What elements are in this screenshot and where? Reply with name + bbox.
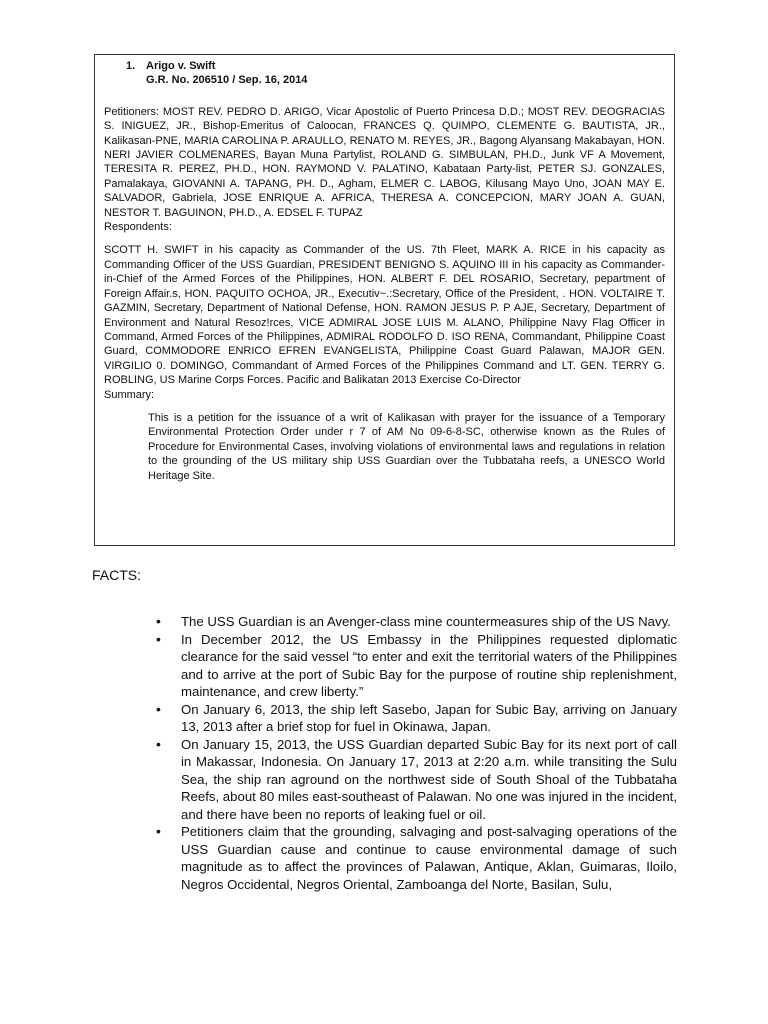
- fact-text: On January 15, 2013, the USS Guardian departed Subic Bay for its next port of call in Makassar, Indonesia. On January 17, 2013 at 2:20 a.m. while transiting the Sulu Sea, the ship ran aground on the northwest side of South Shoal of the Tubbataha Reefs, about 80 miles east-southeast of Palawan. No one was injured in the incident, and there have been no reports of leaking fuel or oil.: [181, 736, 677, 822]
- case-number: 1.: [126, 60, 136, 72]
- list-item: [155, 631, 677, 701]
- case-title: Arigo v. Swift: [146, 60, 216, 72]
- fact-text: The USS Guardian is an Avenger-class mine countermeasures ship of the US Navy.: [181, 614, 671, 629]
- list-item: [155, 613, 677, 631]
- bullet-icon: •: [156, 700, 161, 717]
- fact-text: Petitioners claim that the grounding, salvaging and post-salvaging operations of the USS Guardian cause and continue to cause environmental damage of such magnitude as to affect the provinces of Palawan, Antique, Aklan, Guimaras, Iloilo, Negros Occidental, Negros Oriental, Zamboanga del Norte, Basilan, Sulu,: [181, 824, 677, 892]
- bullet-icon: •: [156, 823, 161, 839]
- fact-text: In December 2012, the US Embassy in the Philippines requested diplomatic clearance for the said vessel “to enter and exit the territorial waters of the Philippines and to arrive at the port of Subic Bay for the purpose of routine ship replenishment, maintenance, and crew liberty.”: [181, 631, 677, 699]
- case-title-block: [146, 59, 307, 88]
- respondents-label: Respondents:: [104, 221, 172, 234]
- petitioners-text: Petitioners: MOST REV. PEDRO D. ARIGO, Vicar Apostolic of Puerto Princesa D.D.; MOST REV. DEOGRACIAS S. INIGUEZ, JR., Bishop-Emeritus of Caloocan, FRANCES Q. QUIMPO, CLEMENTE G. BAUTISTA, JR., Kalikasan-PNE, MARIA CAROLINA P. ARAULLO, RENATO M. REYES, JR., Bagong Alyansang Makabayan, HON. NERI JAVIER COLMENARES, Bayan Muna Partylist, ROLAND G. SIMBULAN, PH.D., Junk VF A Movement, TERESITA R. PEREZ, PH.D., HON. RAYMOND V. PALATINO, Kabataan Party-list, PETER SJ. GONZALES, Pamalakaya, GIOVANNI A. TAPANG, PH. D., Agham, ELMER C. LABOG, Kilusang Mayo Uno, JOAN MAY E. SALVADOR, Gabriela, JOSE ENRIQUE A. AFRICA, THERESA A. CONCEPCION, MARY JOAN A. GUAN, NESTOR T. BAGUINON, PH.D., A. EDSEL F. TUPAZ: [104, 105, 665, 219]
- summary-label: Summary:: [104, 388, 155, 401]
- respondents-text: SCOTT H. SWIFT in his capacity as Commander of the US. 7th Fleet, MARK A. RICE in his capacity as Commanding Officer of the USS Guardian, PRESIDENT BENIGNO S. AQUINO III in his capacity as Commander-in-Chief of the Armed Forces of the Philippines, HON. ALBERT F. DEL ROSARIO, Secretary, pepartment of Foreign Affair.s, HON. PAQUITO OCHOA, JR., Executiv~.:Secretary, Office of the President, . HON. VOLTAIRE T. GAZMIN, Secretary, Department of National Defense, HON. RAMON JESUS P. P AJE, Secretary, Department of Environment and Natural Resoz!rces, VICE ADMIRAL JOSE LUIS M. ALANO, Philippine Navy Flag Officer in Command, Armed Forces of the Philippines, ADMIRAL RODOLFO D. ISO RENA, Commandant, Philippine Coast Guard, COMMODORE ENRICO EFREN EVANGELISTA, Philippine Coast Guard Palawan, MAJOR GEN. VIRGILIO 0. DOMINGO, Commandant of Armed Forces of the Philippines Command and LT. GEN. TERRY G. ROBLING, US Marine Corps Forces. Pacific and Balikatan 2013 Exercise Co-Director: [104, 244, 665, 387]
- case-citation: G.R. No. 206510 / Sep. 16, 2014: [146, 74, 308, 87]
- list-item: [155, 701, 677, 736]
- case-digest-box: [94, 54, 675, 546]
- bullet-icon: •: [156, 613, 161, 629]
- list-item: [155, 823, 677, 893]
- case-header: [126, 59, 665, 88]
- summary-text: This is a petition for the issuance of a writ of Kalikasan with prayer for the issuance of a Temporary Environmental Protection Order under r 7 of AM No 09-6-8-SC, otherwise known as the Rules of Procedure for Environmental Cases, involving violations of environmental laws and regulations in relation to the grounding of the US military ship USS Guardian over the Tubbataha reefs, a UNESCO World Heritage Site.: [148, 411, 665, 482]
- bullet-icon: •: [156, 630, 161, 647]
- facts-list: [155, 613, 677, 893]
- fact-text: On January 6, 2013, the ship left Sasebo, Japan for Subic Bay, arriving on January 13, 2013 after a brief stop for fuel in Okinawa, Japan.: [181, 701, 677, 734]
- list-item: [155, 736, 677, 824]
- bullet-icon: •: [156, 735, 161, 752]
- facts-heading: FACTS:: [92, 567, 142, 583]
